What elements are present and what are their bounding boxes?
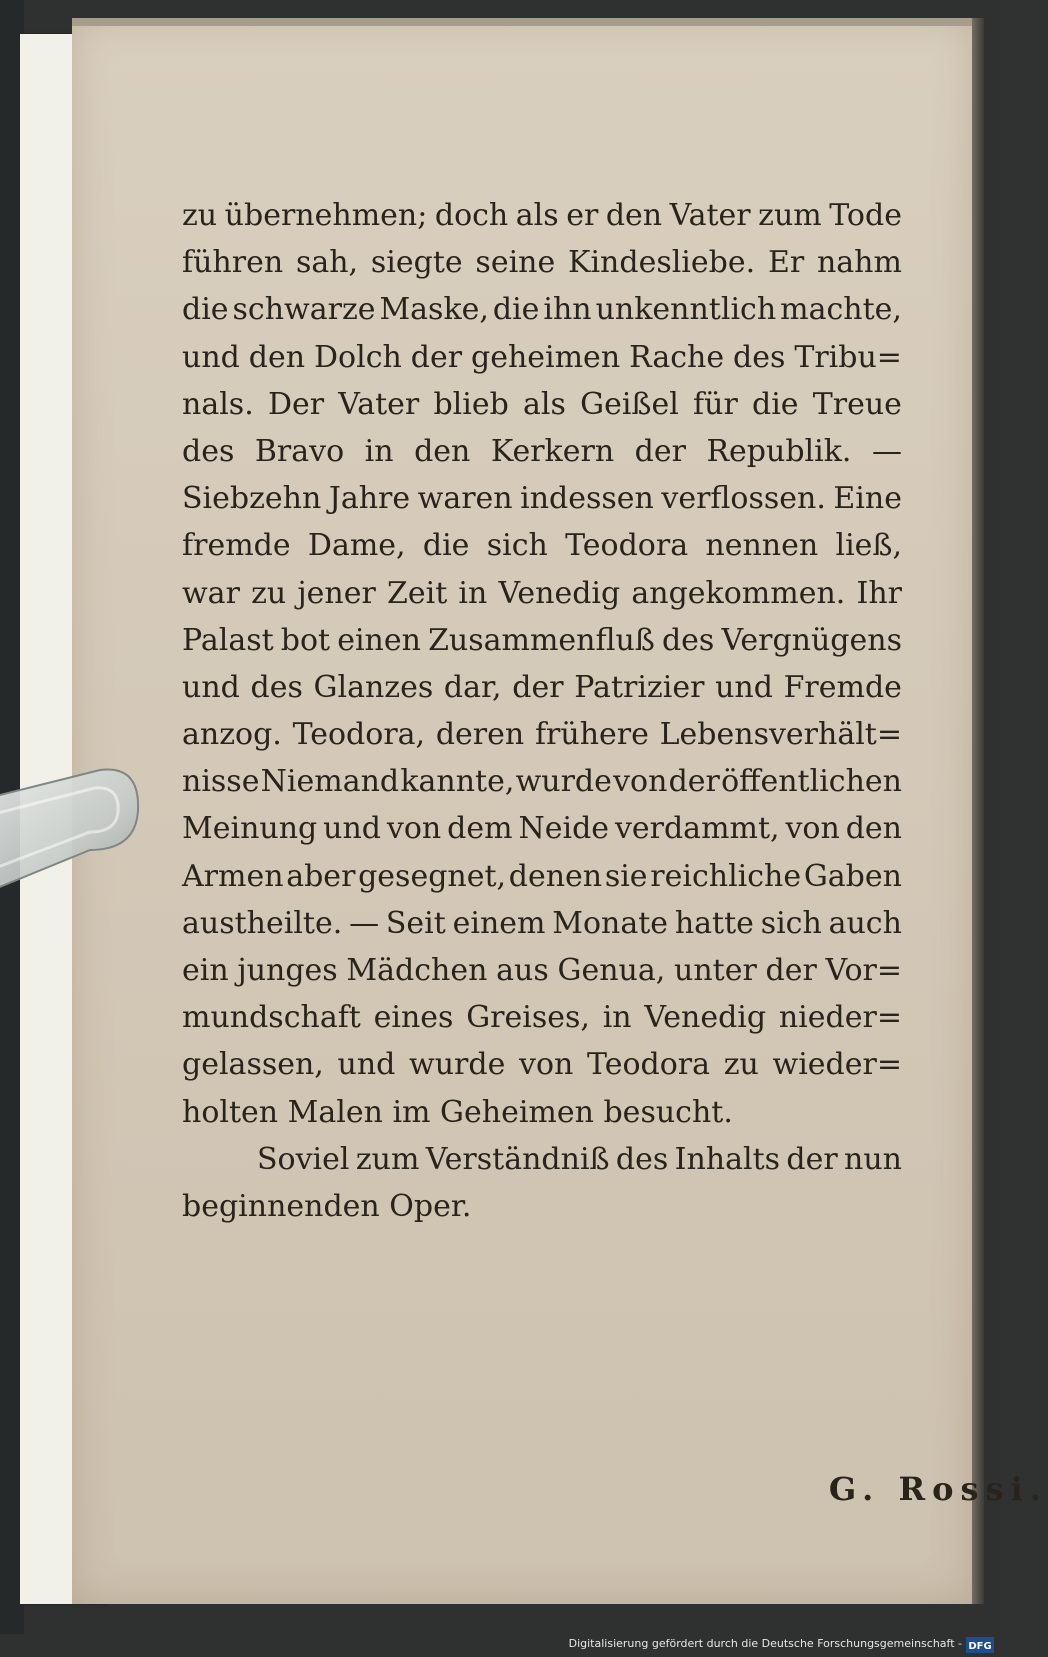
word: sich: [486, 528, 548, 564]
word: Patrizier: [574, 669, 705, 705]
word: Gaben: [803, 858, 902, 894]
word: Teodora: [587, 1047, 711, 1083]
word: nisse: [182, 764, 260, 800]
text-line: [182, 381, 902, 428]
word: des: [615, 1141, 669, 1177]
word: Soviel: [257, 1141, 350, 1177]
word: den: [248, 339, 306, 375]
word: Treue: [812, 386, 902, 422]
word: zum: [355, 1141, 420, 1177]
word: frühere: [534, 717, 649, 753]
word: Vergnügens: [721, 622, 902, 658]
word: kannte,: [400, 764, 515, 800]
word: Kindesliebe.: [568, 245, 756, 281]
word: des: [250, 669, 303, 705]
word: nahm: [816, 245, 902, 281]
text-line: [182, 994, 902, 1041]
svg-text:DFG: DFG: [968, 1641, 992, 1652]
word: Glanzes: [313, 669, 434, 705]
word: und: [182, 339, 240, 375]
word: bot: [280, 622, 331, 658]
word: Monate: [552, 905, 669, 941]
page-clip: [0, 770, 140, 900]
word: übernehmen;: [224, 198, 428, 233]
word: aus: [496, 953, 549, 988]
text-line: [182, 1089, 902, 1136]
word: ein: [182, 953, 229, 988]
word: angekommen.: [631, 575, 846, 611]
word: nieder=: [778, 1000, 902, 1036]
word: Teodora,: [292, 717, 426, 753]
word: Der: [267, 386, 325, 422]
word: austheilte.: [182, 905, 343, 941]
word: der: [786, 1141, 838, 1177]
word: schwarze: [232, 292, 376, 328]
word: Rache: [629, 339, 725, 375]
text-line: [182, 522, 902, 569]
text-line: [182, 475, 902, 522]
word: als: [523, 386, 566, 422]
word: Verständniß: [425, 1141, 610, 1177]
text-line: [182, 617, 902, 664]
word: Vater: [669, 198, 751, 233]
text-line: [182, 570, 902, 617]
word: Tode: [829, 198, 902, 233]
word: Jahre: [328, 481, 411, 517]
word: Armen: [182, 858, 284, 894]
word: waren: [417, 481, 513, 517]
word: der: [634, 433, 686, 469]
word: Inhalts: [674, 1141, 781, 1177]
funding-credit: Digitalisierung gefördert durch die Deutsche Forschungsgemeinschaft -: [568, 1637, 962, 1650]
word: unter: [674, 953, 757, 988]
word: ließ,: [835, 528, 902, 564]
text-line: [182, 758, 902, 805]
word: Kerkern: [490, 433, 615, 469]
word: unkenntlich: [595, 292, 777, 328]
text-line: [182, 900, 902, 947]
word: reichliche: [650, 858, 802, 894]
word: doch: [434, 198, 509, 233]
word: blieb: [433, 386, 509, 422]
word: gelassen,: [182, 1047, 324, 1083]
text-line: [182, 853, 902, 900]
word: nun: [844, 1141, 902, 1177]
page-text: [182, 192, 1048, 1508]
word: als: [515, 198, 559, 233]
word: Ihr: [856, 575, 902, 611]
word: er: [566, 198, 599, 233]
word: geheimen: [470, 339, 621, 375]
word: siegte: [370, 245, 463, 281]
word: und: [337, 1047, 396, 1083]
word: Mädchen: [346, 953, 488, 988]
word: zu: [251, 575, 287, 611]
word: hatte: [674, 905, 754, 941]
word: öffentlichen: [721, 764, 902, 800]
word: Er: [767, 245, 805, 281]
text-line: [182, 805, 902, 852]
word: Eine: [833, 481, 902, 517]
word: Niemand: [260, 764, 400, 800]
word: verdammt,: [614, 811, 780, 847]
text-line: [182, 947, 902, 994]
word: einem: [452, 905, 546, 941]
word: Palast: [182, 622, 274, 658]
word: —: [349, 905, 380, 941]
word: zum: [758, 198, 822, 233]
word: sich: [760, 905, 822, 941]
word: seine: [475, 245, 556, 281]
text-line: [182, 334, 902, 381]
word: war: [182, 575, 240, 611]
author-signature: G. Rossi.: [828, 1470, 1048, 1508]
word: in: [458, 575, 488, 611]
word: der: [668, 764, 720, 800]
word: gesegnet,: [358, 858, 507, 894]
word: und: [323, 811, 381, 847]
word: Seit: [385, 905, 446, 941]
word: den: [414, 433, 471, 469]
word: Meinung: [182, 811, 318, 847]
word: Vor=: [825, 953, 902, 988]
word: nals.: [182, 386, 254, 422]
word: Teodora: [565, 528, 689, 564]
word: Lebensverhält=: [659, 717, 902, 753]
word: Greises,: [466, 1000, 590, 1036]
word: der: [512, 669, 564, 705]
word: —: [871, 433, 902, 469]
word: der: [410, 339, 463, 375]
word: Zusammenfluß: [428, 622, 655, 658]
word: wurde: [515, 764, 612, 800]
word: mundschaft: [182, 1000, 361, 1036]
word: des: [733, 339, 786, 375]
text-line: [182, 286, 902, 333]
footer-bar: [0, 1634, 1000, 1657]
word: jener: [297, 575, 376, 611]
word: die: [492, 292, 540, 328]
word: von: [519, 1047, 574, 1083]
word: den: [605, 198, 663, 233]
word: Dolch: [313, 339, 402, 375]
word: führen: [182, 245, 284, 281]
word: für: [693, 386, 738, 422]
word: fremde: [182, 528, 291, 564]
word: zu: [182, 198, 218, 233]
text-line: [182, 428, 902, 475]
word: deren: [435, 717, 525, 753]
word: einen: [337, 622, 421, 658]
word: wieder=: [772, 1047, 902, 1083]
word: nennen: [705, 528, 819, 564]
word: aber: [286, 858, 356, 894]
text-line: [182, 192, 902, 239]
word: Geißel: [580, 386, 679, 422]
word: Venedig: [644, 1000, 767, 1036]
word: denen: [508, 858, 603, 894]
word: dar,: [443, 669, 502, 705]
word: Venedig: [498, 575, 621, 611]
word: Vater: [338, 386, 420, 422]
word: den: [845, 811, 902, 847]
word: Neide: [518, 811, 610, 847]
word: und: [715, 669, 773, 705]
dfg-logo-icon: [966, 1637, 994, 1653]
text-line: [182, 664, 902, 711]
word: des: [182, 433, 235, 469]
word: sie: [604, 858, 648, 894]
word: Fremde: [783, 669, 902, 705]
word: Genua,: [557, 953, 666, 988]
word: von: [386, 811, 442, 847]
word: die: [422, 528, 470, 564]
line-text: beginnenden Oper.: [182, 1188, 472, 1224]
word: Tribu=: [794, 339, 902, 375]
word: von: [785, 811, 840, 847]
word: Republik.: [706, 433, 852, 469]
word: Maske,: [379, 292, 489, 328]
word: die: [751, 386, 799, 422]
word: machte,: [780, 292, 902, 328]
word: sah,: [295, 245, 359, 281]
text-line: [182, 239, 902, 286]
text-line: [182, 1136, 902, 1183]
word: dem: [447, 811, 513, 847]
word: von: [613, 764, 668, 800]
word: verflossen.: [661, 481, 826, 517]
word: Siebzehn: [182, 481, 322, 517]
word: in: [602, 1000, 632, 1036]
word: in: [364, 433, 394, 469]
text-line: [182, 711, 902, 758]
text-line: [182, 1041, 902, 1088]
word: wurde: [409, 1047, 506, 1083]
word: Bravo: [254, 433, 345, 469]
word: und: [182, 669, 240, 705]
word: anzog.: [182, 717, 282, 753]
word: Dame,: [307, 528, 406, 564]
page-top-edge: [72, 18, 972, 26]
word: der: [765, 953, 817, 988]
word: Zeit: [387, 575, 448, 611]
word: indessen: [520, 481, 654, 517]
word: des: [661, 622, 715, 658]
word: die: [182, 292, 229, 328]
line-text: holten Malen im Geheimen besucht.: [182, 1094, 733, 1130]
word: ihn: [543, 292, 592, 328]
word: auch: [828, 905, 902, 941]
word: zu: [723, 1047, 759, 1083]
word: junges: [237, 953, 338, 988]
text-line: [182, 1183, 902, 1230]
word: eines: [373, 1000, 454, 1036]
